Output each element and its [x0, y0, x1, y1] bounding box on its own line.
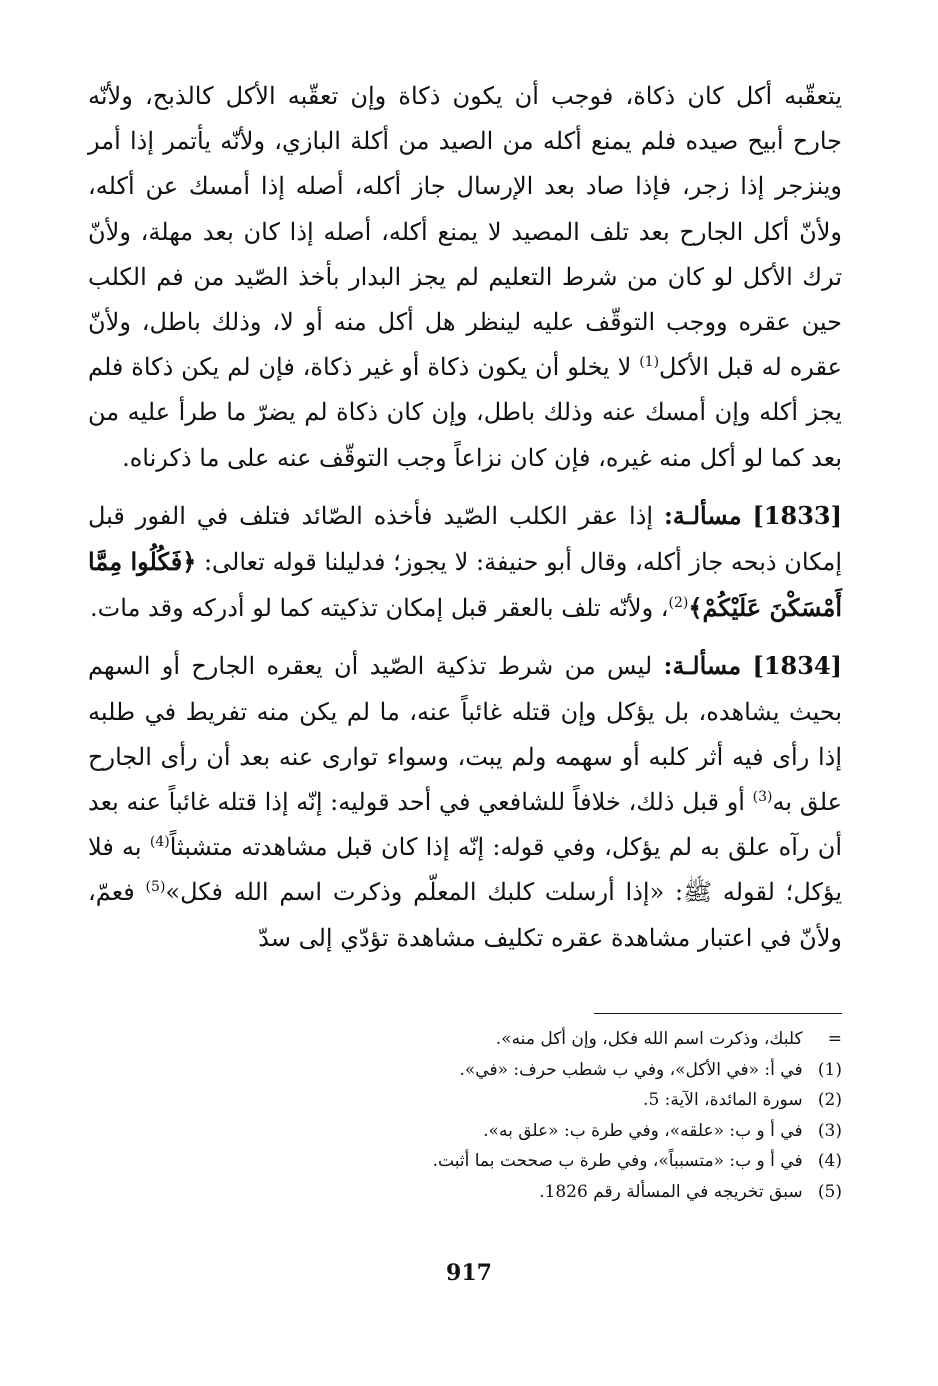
issue-1834 — [88, 643, 842, 960]
paragraph-continuation — [88, 74, 842, 481]
quran-verse: ﴿فَكُلُوا مِمَّا أَمْسَكْنَ عَلَيْكُمْ﴾ — [88, 547, 842, 623]
footnote-item — [300, 1085, 842, 1116]
footnote-divider — [594, 1013, 842, 1014]
paragraph-text: إذا عقر الكلب الصّيد فأخذه الصّائد فتلف في الفور قبل إمكان ذبحه جاز أكله، وقال أبو حنيفة: لا يجوز؛ فدليلنا قوله تعالى: — [88, 501, 842, 577]
paragraph-text: أو قبل ذلك، خلافاً للشافعي في أحد قوليه: إنّه إذا قتله غائباً عنه بعد أن رآه علق به لم يؤكل، وفي قوله: إنّه إذا كان قبل مشاهدته متشبثاً — [88, 788, 842, 862]
footnote-item — [300, 1116, 842, 1147]
paragraph-text: لا يخلو أن يكون ذكاة أو غير ذكاة، فإن لم يكن ذكاة فلم يجز أكله وإن أمسك عنه وذلك باطل، وإن كان ذكاة لم يضرّ ما طرأ عليه من بعد كما لو أكل منه غيره، فإن كان نزاعاً وجب التوقّف عنه على ما ذكرناه. — [88, 353, 842, 472]
footnote-text: في أ: «في الأكل»، وفي ب شطب حرف: «في». — [459, 1059, 803, 1080]
paragraph-text: فعمّ، ولأنّ في اعتبار مشاهدة عقره تكليف مشاهدة تؤدّي إلى سدّ — [88, 878, 842, 952]
page-number: 917 — [446, 1260, 492, 1286]
footnote-ref-4[interactable]: (4) — [149, 834, 170, 851]
main-text — [88, 74, 842, 961]
footnote-item — [300, 1177, 842, 1208]
issue-1833 — [88, 493, 842, 632]
issue-label: مسألـة: — [663, 500, 742, 530]
footnote-mark: (2) — [817, 1090, 842, 1111]
issue-number: [1834] — [752, 651, 842, 681]
footnote-item — [300, 1055, 842, 1086]
footnote-mark: (1) — [817, 1059, 842, 1080]
issue-number: [1833] — [752, 500, 842, 530]
footnote-ref-5[interactable]: (5) — [145, 879, 166, 896]
paragraph-text: يتعقّبه أكل كان ذكاة، فوجب أن يكون ذكاة وإن تعقّبه الأكل كالذبح، ولأنّه جارح أبيح صيده فلم يمنع أكله من الصيد من أكلة البازي، ولأنّه يأتمر إذا أمر وينزجر إذا زجر، فإذا صاد بعد الإرسال جاز أكله، أصله إذا أمسك عن أكله، ولأنّ أكل الجارح بعد تلف المصيد لا يمنع أكله، أصله إذا كان بعد مهلة، ولأنّ ترك الأكل لو كان من شرط التعليم لم يجز البدار بأخذ الصّيد من فم الكلب حين عقره ووجب التوقّف عليه لينظر هل أكل منه أو لا، وذلك باطل، ولأنّ عقره له قبل الأكل — [88, 82, 842, 382]
footnote-text: كلبك، وذكرت اسم الله فكل، وإن أكل منه». — [495, 1029, 803, 1049]
paragraph-text: به فلا يؤكل؛ لقوله ﷺ: «إذا أرسلت كلبك المعلّم وذكرت اسم الله فكل» — [88, 833, 842, 907]
footnote-ref-2[interactable]: (2) — [668, 595, 689, 612]
issue-label: مسألـة: — [663, 651, 742, 681]
footnote-item — [300, 1146, 842, 1177]
footnote-text: سورة المائدة، الآية: 5. — [643, 1090, 803, 1111]
footnote-text: سبق تخريجه في المسألة رقم 1826. — [539, 1181, 803, 1202]
footnote-text: في أ و ب: «علقه»، وفي طرة ب: «علق به». — [483, 1120, 803, 1141]
footnote-ref-1[interactable]: (1) — [639, 354, 660, 371]
footnotes — [300, 1024, 842, 1208]
footnote-mark: = — [827, 1029, 842, 1049]
footnote-mark: (5) — [817, 1181, 842, 1202]
footnote-mark: (4) — [817, 1151, 842, 1172]
footnote-ref-3[interactable]: (3) — [752, 789, 773, 806]
footnote-item — [300, 1024, 842, 1055]
paragraph-text: ليس من شرط تذكية الصّيد أن يعقره الجارح أو السهم بحيث يشاهده، بل يؤكل وإن قتله غائباً عنه، ما لم يكن منه تفريط في طلبه إذا رأى فيه أثر كلبه أو سهمه ولم يبت، وسواء توارى عنه بعد أن رأى الجارح علق به — [88, 652, 843, 817]
paragraph-text: ، ولأنّه تلف بالعقر قبل إمكان تذكيته كما لو أدركه وقد مات. — [90, 594, 669, 623]
footnote-mark: (3) — [817, 1120, 842, 1141]
footnote-text: في أ و ب: «متسبباً»، وفي طرة ب صححت بما أثبت. — [432, 1151, 803, 1172]
